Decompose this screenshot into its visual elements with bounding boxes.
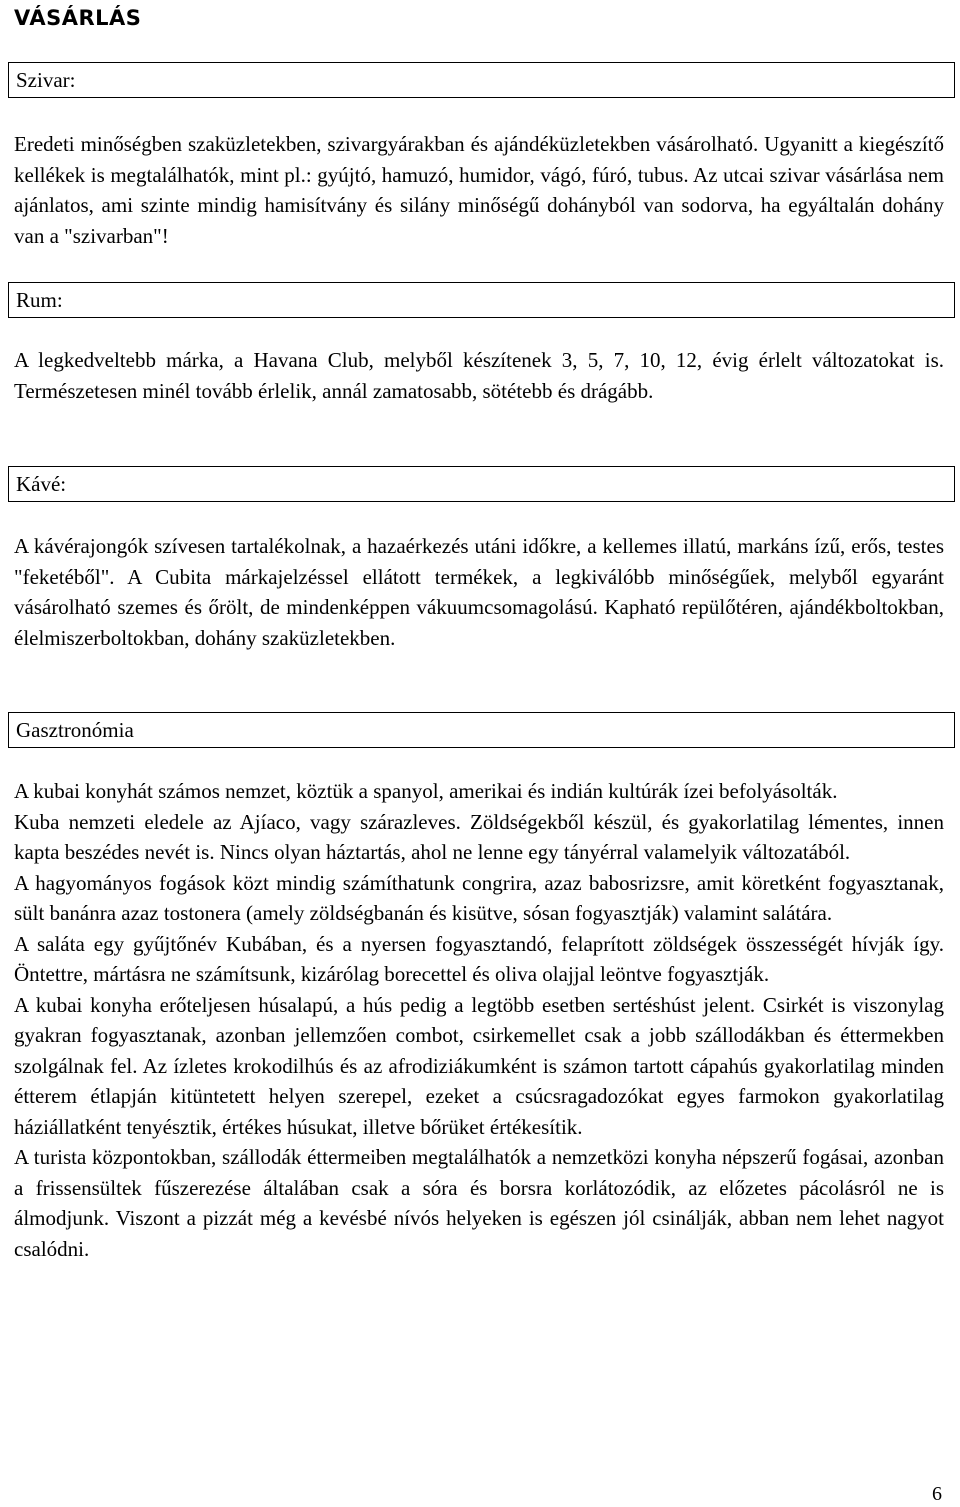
paragraph: A turista központokban, szállodák éttermeiben megtalálhatók a nemzetközi konyha népszerű fogásai, azonban a frissensültek fűszerezése általában csak a sóra és borsra korlátozódik, az előzetes pácolásról ne is álmodjunk. Viszont a pizzát még a kevésbé nívós helyeken is egészen jól csinálják, abban nem lehet nagyot csalódni. xyxy=(14,1145,944,1261)
paragraph: Kuba nemzeti eledele az Ajíaco, vagy szárazleves. Zöldségekből készül, és gyakorlatilag lémentes, innen kapta beszédes nevét is. Nincs olyan háztartás, ahol ne lenne egy tányérral valamelyik változatából. xyxy=(14,809,944,864)
paragraph: Eredeti minőségben szaküzletekben, szivargyárakban és ajándéküzletekben vásárolható. Ugyanitt a kiegészítő kellékek is megtalálhatók, mint pl.: gyújtó, hamuzó, humidor, vágó, fúró, tubus. Az utcai szivar vásárlása nem ajánlatos, ami szinte mindig hamisítvány és silány minőségű dohányból van sodorva, ha egyáltalán dohány van a "szivarban"! xyxy=(14,132,944,248)
paragraph: A legkedveltebb márka, a Havana Club, melyből készítenek 3, 5, 7, 10, 12, évig érlelt változatokat is. Természetesen minél tovább érlelik, annál zamatosabb, sötétebb és drágább. xyxy=(14,348,944,403)
section-heading-gasztronomia: Gasztronómia xyxy=(8,712,955,748)
paragraph: A kubai konyha erőteljesen húsalapú, a hús pedig a legtöbb esetben sertéshúst jelent. Csirkét is viszonylag gyakran fogyasztanak, azonban jellemzően combot, csirkemellet csak a jobb szállodákban és éttermekben szolgálnak fel. Az ízletes krokodilhús és az afrodiziákumként is számon tartott cápahús gyakorlatilag minden étterem étlapján kitüntetett helyen szerepel, ezeket a csúcsragadozókat egyes farmokon gyakorlatilag háziállatként tenyésztik, értékes húsukat, illetve bőrüket értékesítik. xyxy=(14,992,944,1139)
section-body-kave xyxy=(14,531,944,653)
section-heading-kave: Kávé: xyxy=(8,466,955,502)
section-heading-szivar: Szivar: xyxy=(8,62,955,98)
paragraph: A hagyományos fogások közt mindig számíthatunk congrira, azaz babosrizsre, amit köretként fogyasztanak, sült banánra azaz tostonera (amely zöldségbanán és kisütve, sósan fogyasztják) valamint salátára. xyxy=(14,870,944,925)
section-heading-rum: Rum: xyxy=(8,282,955,318)
page-number: 6 xyxy=(932,1483,942,1505)
paragraph: A saláta egy gyűjtőnév Kubában, és a nyersen fogyasztandó, felaprított zöldségek összességét hívják így. Öntettre, mártásra ne számítsunk, kizárólag borecettel és oliva olajjal leöntve fogyasztják. xyxy=(14,931,944,986)
paragraph: A kávérajongók szívesen tartalékolnak, a hazaérkezés utáni időkre, a kellemes illatú, markáns ízű, erős, testes "feketéből". A Cubita márkajelzéssel ellátott termékek, a legkiválóbb minőségűek, melyből egyaránt vásárolható szemes és őrölt, de mindenképpen vákuumcsomagolású. Kapható repülőtéren, ajándékboltokban, élelmiszerboltokban, dohány szaküzletekben. xyxy=(14,534,944,650)
page-title: VÁSÁRLÁS xyxy=(14,6,142,30)
section-body-gasztronomia xyxy=(14,776,944,1264)
section-body-rum xyxy=(14,345,944,406)
paragraph: A kubai konyhát számos nemzet, köztük a spanyol, amerikai és indián kultúrák ízei befolyásolták. xyxy=(14,779,838,803)
section-body-szivar xyxy=(14,129,944,251)
